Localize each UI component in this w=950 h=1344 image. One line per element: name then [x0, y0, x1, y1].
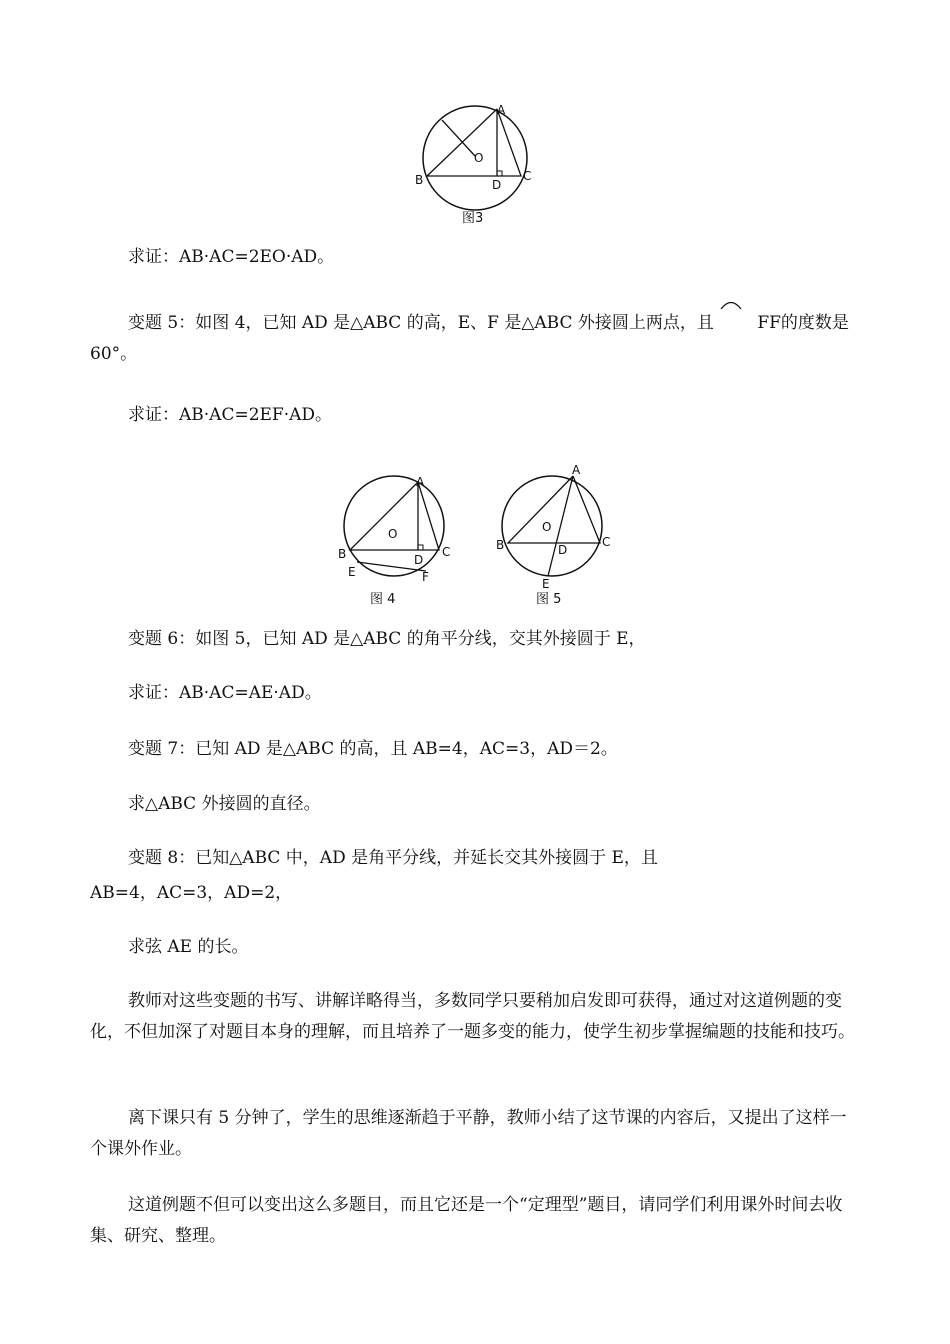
variant-5-text-b: 的度数是 60°。 — [90, 313, 849, 364]
figure-3 — [410, 98, 550, 232]
fig3-label-o: O — [474, 151, 484, 165]
variant-5 — [90, 308, 860, 370]
proof-statement-3: 求证：AB·AC=AE·AD。 — [128, 683, 322, 703]
fig4-label-e: E — [348, 565, 356, 579]
fig3-caption: 图3 — [462, 211, 484, 226]
variant-7-question: 求△ABC 外接圆的直径。 — [128, 794, 321, 814]
variant-6: 变题 6：如图 5，已知 AD 是△ABC 的角平分线，交其外接圆于 E， — [128, 629, 646, 649]
fig4-label-f: F — [422, 570, 429, 584]
fig3-label-c: C — [523, 169, 532, 183]
fig4-caption: 图 4 — [370, 592, 396, 607]
paragraph-teacher-summary: 教师对这些变题的书写、讲解详略得当，多数同学只要稍加启发即可获得，通过对这道例题的变化，不但加深了对题目本身的理解，而且培养了一题多变的能力，使学生初步掌握编题的技能和技巧。 — [90, 991, 855, 1042]
fig4-label-c: C — [442, 545, 451, 559]
variant-8-line-1: 变题 8：已知△ABC 中，AD 是角平分线，并延长交其外接圆于 E，且 — [128, 848, 658, 868]
fig4-label-d: D — [414, 553, 424, 567]
fig4-label-a: A — [416, 475, 425, 489]
proof-statement-1: 求证：AB·AC=2EO·AD。 — [128, 247, 335, 267]
variant-7: 变题 7：已知 AD 是△ABC 的高，且 AB=4，AC=3，AD＝2。 — [128, 739, 618, 759]
variant-8-question: 求弦 AE 的长。 — [128, 937, 249, 957]
figure-5 — [490, 458, 620, 612]
arc-ff — [719, 308, 781, 339]
fig3-label-d: D — [492, 178, 502, 192]
fig5-label-a: A — [572, 463, 581, 477]
arc-ff-label: FF — [757, 313, 781, 333]
fig4-label-o: O — [388, 527, 398, 541]
fig5-label-o: O — [542, 520, 552, 534]
fig5-label-e: E — [542, 577, 550, 591]
figure-3-diagram — [410, 98, 550, 228]
fig4-label-b: B — [338, 547, 347, 561]
fig3-label-a: A — [497, 103, 506, 117]
fig5-label-d: D — [558, 543, 568, 557]
fig5-caption: 图 5 — [536, 592, 562, 607]
arc-symbol-icon — [719, 298, 743, 310]
variant-5-text-a: 变题 5：如图 4，已知 AD 是△ABC 的高，E、F 是△ABC 外接圆上两点，且 — [128, 313, 720, 333]
paragraph-closing: 这道例题不但可以变出这么多题目，而且它还是一个“定理型”题目，请同学们利用课外时间去收集、研究、整理。 — [90, 1195, 843, 1246]
fig5-label-b: B — [496, 538, 505, 552]
fig3-label-b: B — [415, 173, 424, 187]
figure-4 — [330, 470, 480, 614]
proof-statement-2: 求证：AB·AC=2EF·AD。 — [128, 405, 333, 425]
fig5-label-c: C — [602, 535, 611, 549]
figure-4-diagram — [330, 470, 480, 610]
figure-5-diagram — [490, 458, 620, 608]
variant-8-line-2: AB=4，AC=3，AD=2， — [90, 883, 293, 903]
paragraph-homework: 离下课只有 5 分钟了，学生的思维逐渐趋于平静，教师小结了这节课的内容后，又提出了这样一个课外作业。 — [90, 1108, 847, 1159]
